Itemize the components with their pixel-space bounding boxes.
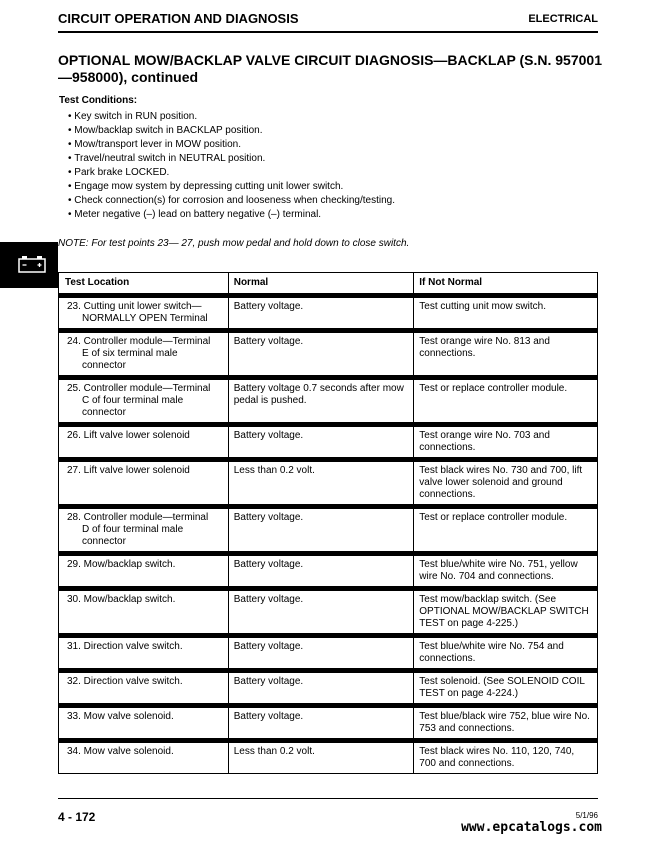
test-location-cell bbox=[59, 296, 229, 331]
test-location-line: 32. Direction valve switch. bbox=[67, 676, 183, 687]
if-not-normal-cell: Test solenoid. (See SOLENOID COIL TEST on page 4-224.) bbox=[414, 671, 598, 706]
note-text: NOTE: For test points 23— 27, push mow pedal and hold down to close switch. bbox=[58, 238, 410, 249]
page-title: OPTIONAL MOW/BACKLAP VALVE CIRCUIT DIAGNOSIS—BACKLAP (S.N. 957001—958000), continued bbox=[58, 52, 602, 85]
normal-cell: Battery voltage. bbox=[228, 706, 414, 741]
section-tab bbox=[0, 242, 58, 288]
if-not-normal-cell: Test or replace controller module. bbox=[414, 378, 598, 425]
category-header: ELECTRICAL bbox=[528, 13, 598, 25]
table-row bbox=[59, 378, 598, 425]
table-row bbox=[59, 296, 598, 331]
list-item: • Mow/backlap switch in BACKLAP position. bbox=[68, 124, 395, 138]
footer-divider bbox=[58, 798, 598, 799]
if-not-normal-cell: Test orange wire No. 703 and connections. bbox=[414, 425, 598, 460]
test-location-line: 28. Controller module—terminal bbox=[67, 512, 209, 523]
test-location-line: 29. Mow/backlap switch. bbox=[67, 559, 176, 570]
normal-cell: Battery voltage. bbox=[228, 554, 414, 589]
test-location-cell bbox=[59, 460, 229, 507]
test-location-line: 27. Lift valve lower solenoid bbox=[67, 465, 190, 476]
test-location-continuation: E of six terminal male connector bbox=[82, 348, 178, 371]
section-header: CIRCUIT OPERATION AND DIAGNOSIS bbox=[58, 11, 299, 26]
test-location-cell bbox=[59, 636, 229, 671]
normal-cell: Battery voltage. bbox=[228, 507, 414, 554]
normal-cell: Battery voltage. bbox=[228, 636, 414, 671]
if-not-normal-cell: Test orange wire No. 813 and connections. bbox=[414, 331, 598, 378]
test-conditions-list bbox=[68, 110, 395, 222]
if-not-normal-cell: Test black wires No. 110, 120, 740, 700 and connections. bbox=[414, 741, 598, 774]
test-location-line: 25. Controller module—Terminal bbox=[67, 383, 211, 394]
if-not-normal-cell: Test blue/white wire No. 751, yellow wire No. 704 and connections. bbox=[414, 554, 598, 589]
if-not-normal-cell: Test blue/white wire No. 754 and connections. bbox=[414, 636, 598, 671]
normal-cell: Battery voltage. bbox=[228, 425, 414, 460]
if-not-normal-cell: Test black wires No. 730 and 700, lift valve lower solenoid and ground connections. bbox=[414, 460, 598, 507]
battery-icon bbox=[18, 255, 46, 273]
normal-cell: Battery voltage. bbox=[228, 331, 414, 378]
page-number: 4 - 172 bbox=[58, 810, 96, 824]
test-location-cell bbox=[59, 507, 229, 554]
test-location-line: 33. Mow valve solenoid. bbox=[67, 711, 174, 722]
test-location-line: 34. Mow valve solenoid. bbox=[67, 746, 174, 757]
column-header: If Not Normal bbox=[414, 273, 598, 296]
watermark: www.epcatalogs.com bbox=[461, 820, 602, 835]
table-row bbox=[59, 706, 598, 741]
table-row bbox=[59, 331, 598, 378]
list-item: • Check connection(s) for corrosion and looseness when checking/testing. bbox=[68, 194, 395, 208]
test-location-line: 24. Controller module—Terminal bbox=[67, 336, 211, 347]
normal-cell: Less than 0.2 volt. bbox=[228, 741, 414, 774]
test-location-cell bbox=[59, 706, 229, 741]
table-row bbox=[59, 636, 598, 671]
table-row bbox=[59, 507, 598, 554]
test-location-line: 26. Lift valve lower solenoid bbox=[67, 430, 190, 441]
revision-date: 5/1/96 bbox=[575, 811, 598, 820]
if-not-normal-cell: Test or replace controller module. bbox=[414, 507, 598, 554]
table-header-row bbox=[59, 273, 598, 296]
test-location-continuation: C of four terminal male connector bbox=[82, 395, 184, 418]
table-row bbox=[59, 425, 598, 460]
test-location-line: 23. Cutting unit lower switch— bbox=[67, 301, 202, 312]
list-item: • Key switch in RUN position. bbox=[68, 110, 395, 124]
list-item: • Travel/neutral switch in NEUTRAL position. bbox=[68, 152, 395, 166]
table-row bbox=[59, 460, 598, 507]
test-location-cell bbox=[59, 741, 229, 774]
if-not-normal-cell: Test mow/backlap switch. (See OPTIONAL MOW/BACKLAP SWITCH TEST on page 4-225.) bbox=[414, 589, 598, 636]
normal-cell: Battery voltage. bbox=[228, 589, 414, 636]
table-row bbox=[59, 589, 598, 636]
test-location-cell bbox=[59, 554, 229, 589]
list-item: • Park brake LOCKED. bbox=[68, 166, 395, 180]
test-location-cell bbox=[59, 671, 229, 706]
if-not-normal-cell: Test blue/black wire 752, blue wire No. 753 and connections. bbox=[414, 706, 598, 741]
list-item: • Mow/transport lever in MOW position. bbox=[68, 138, 395, 152]
normal-cell: Battery voltage 0.7 seconds after mow pedal is pushed. bbox=[228, 378, 414, 425]
column-header: Test Location bbox=[59, 273, 229, 296]
list-item: • Engage mow system by depressing cutting unit lower switch. bbox=[68, 180, 395, 194]
header-divider bbox=[58, 31, 598, 33]
test-location-cell bbox=[59, 425, 229, 460]
normal-cell: Battery voltage. bbox=[228, 296, 414, 331]
list-item: • Meter negative (–) lead on battery negative (–) terminal. bbox=[68, 208, 395, 222]
test-location-cell bbox=[59, 331, 229, 378]
test-location-continuation: NORMALLY OPEN Terminal bbox=[82, 313, 208, 324]
table-row bbox=[59, 671, 598, 706]
test-location-line: 31. Direction valve switch. bbox=[67, 641, 183, 652]
table-row bbox=[59, 554, 598, 589]
column-header: Normal bbox=[228, 273, 414, 296]
test-location-line: 30. Mow/backlap switch. bbox=[67, 594, 176, 605]
normal-cell: Battery voltage. bbox=[228, 671, 414, 706]
test-location-cell bbox=[59, 589, 229, 636]
normal-cell: Less than 0.2 volt. bbox=[228, 460, 414, 507]
test-table bbox=[58, 272, 598, 774]
test-conditions-heading: Test Conditions: bbox=[59, 95, 138, 106]
if-not-normal-cell: Test cutting unit mow switch. bbox=[414, 296, 598, 331]
test-location-continuation: D of four terminal male connector bbox=[82, 524, 184, 547]
table-row bbox=[59, 741, 598, 774]
test-location-cell bbox=[59, 378, 229, 425]
